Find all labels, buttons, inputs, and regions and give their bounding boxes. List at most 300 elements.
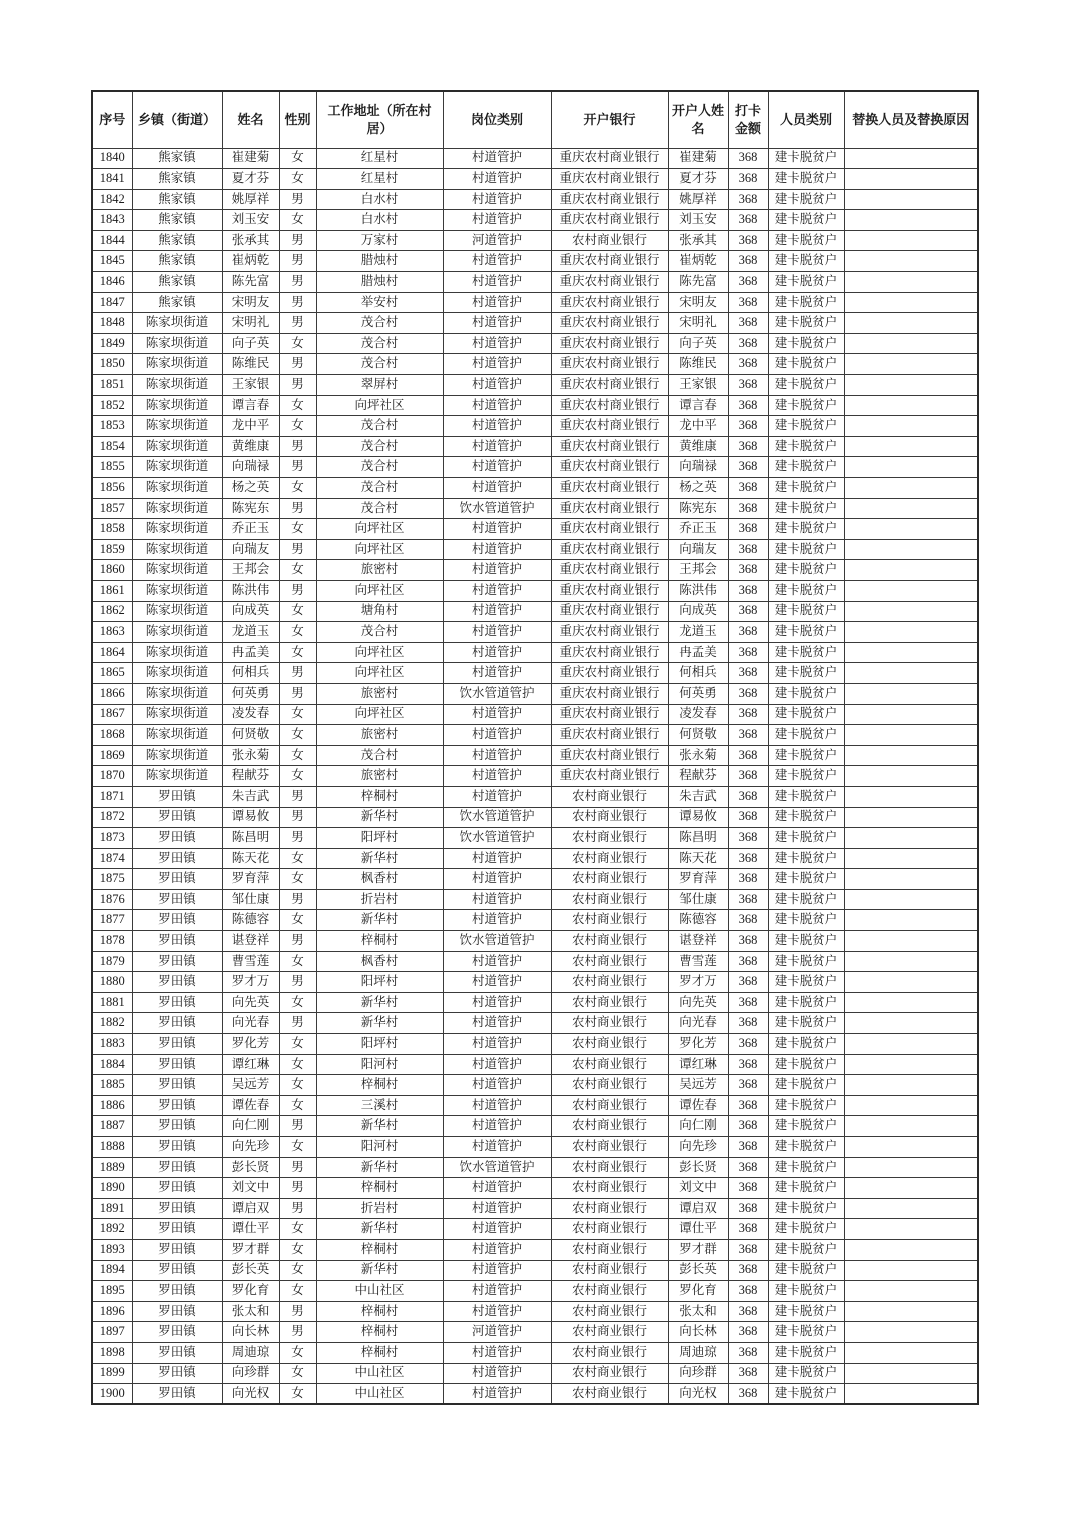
cell-account-holder-name: 朱吉武 [668, 786, 728, 807]
cell-replacement-reason [844, 807, 978, 828]
cell-account-holder-name: 何贤敬 [668, 725, 728, 746]
cell-person-type: 建卡脱贫户 [768, 766, 844, 787]
cell-account-holder-name: 乔正玉 [668, 519, 728, 540]
cell-name: 乔正玉 [222, 519, 279, 540]
cell-seq: 1889 [92, 1157, 132, 1178]
cell-work-address: 旅密村 [316, 766, 443, 787]
cell-amount: 368 [728, 148, 768, 169]
cell-bank: 农村商业银行 [551, 1054, 668, 1075]
cell-account-holder-name: 陈维民 [668, 354, 728, 375]
cell-seq: 1867 [92, 704, 132, 725]
cell-amount: 368 [728, 478, 768, 499]
cell-township: 罗田镇 [132, 1322, 222, 1343]
cell-name: 谭红琳 [222, 1054, 279, 1075]
cell-name: 崔炳乾 [222, 251, 279, 272]
cell-gender: 女 [279, 1075, 316, 1096]
table-row [92, 375, 978, 396]
cell-township: 陈家坝街道 [132, 704, 222, 725]
cell-township: 罗田镇 [132, 1116, 222, 1137]
cell-bank: 重庆农村商业银行 [551, 210, 668, 231]
cell-gender: 男 [279, 1116, 316, 1137]
table-row [92, 1116, 978, 1137]
cell-bank: 重庆农村商业银行 [551, 148, 668, 169]
cell-work-address: 折岩村 [316, 1198, 443, 1219]
cell-amount: 368 [728, 230, 768, 251]
cell-replacement-reason [844, 704, 978, 725]
cell-amount: 368 [728, 1384, 768, 1405]
cell-work-address: 向坪社区 [316, 395, 443, 416]
cell-bank: 农村商业银行 [551, 1198, 668, 1219]
cell-person-type: 建卡脱贫户 [768, 333, 844, 354]
cell-amount: 368 [728, 1095, 768, 1116]
cell-name: 龙道玉 [222, 622, 279, 643]
cell-gender: 女 [279, 1034, 316, 1055]
cell-account-holder-name: 邹仕康 [668, 889, 728, 910]
cell-gender: 女 [279, 725, 316, 746]
cell-work-address: 茂合村 [316, 436, 443, 457]
cell-replacement-reason [844, 169, 978, 190]
cell-person-type: 建卡脱贫户 [768, 416, 844, 437]
cell-person-type: 建卡脱贫户 [768, 148, 844, 169]
cell-replacement-reason [844, 148, 978, 169]
cell-name: 曹雪莲 [222, 951, 279, 972]
cell-gender: 女 [279, 992, 316, 1013]
cell-bank: 农村商业银行 [551, 1095, 668, 1116]
cell-account-holder-name: 王家银 [668, 375, 728, 396]
cell-position-type: 村道管护 [443, 1137, 551, 1158]
cell-amount: 368 [728, 436, 768, 457]
cell-person-type: 建卡脱贫户 [768, 292, 844, 313]
cell-name: 罗化育 [222, 1281, 279, 1302]
cell-name: 何英勇 [222, 683, 279, 704]
cell-gender: 女 [279, 1342, 316, 1363]
cell-township: 陈家坝街道 [132, 498, 222, 519]
cell-amount: 368 [728, 1137, 768, 1158]
cell-person-type: 建卡脱贫户 [768, 786, 844, 807]
cell-position-type: 村道管护 [443, 560, 551, 581]
cell-replacement-reason [844, 375, 978, 396]
table-row [92, 1075, 978, 1096]
cell-account-holder-name: 夏才芬 [668, 169, 728, 190]
cell-person-type: 建卡脱贫户 [768, 1363, 844, 1384]
cell-township: 罗田镇 [132, 1363, 222, 1384]
cell-position-type: 村道管护 [443, 210, 551, 231]
cell-replacement-reason [844, 725, 978, 746]
cell-replacement-reason [844, 828, 978, 849]
cell-seq: 1859 [92, 539, 132, 560]
cell-gender: 男 [279, 230, 316, 251]
cell-position-type: 村道管护 [443, 251, 551, 272]
cell-amount: 368 [728, 889, 768, 910]
cell-amount: 368 [728, 292, 768, 313]
cell-amount: 368 [728, 498, 768, 519]
table-row [92, 992, 978, 1013]
cell-amount: 368 [728, 416, 768, 437]
cell-township: 陈家坝街道 [132, 313, 222, 334]
cell-work-address: 向坪社区 [316, 580, 443, 601]
cell-seq: 1894 [92, 1260, 132, 1281]
cell-seq: 1898 [92, 1342, 132, 1363]
cell-name: 陈德容 [222, 910, 279, 931]
table-row [92, 1260, 978, 1281]
table-row [92, 354, 978, 375]
cell-amount: 368 [728, 1342, 768, 1363]
cell-bank: 重庆农村商业银行 [551, 395, 668, 416]
header-gender: 性别 [279, 91, 316, 148]
cell-bank: 农村商业银行 [551, 910, 668, 931]
cell-work-address: 新华村 [316, 807, 443, 828]
table-row [92, 622, 978, 643]
cell-amount: 368 [728, 786, 768, 807]
header-account-holder-name: 开户人姓名 [668, 91, 728, 148]
cell-bank: 重庆农村商业银行 [551, 457, 668, 478]
cell-replacement-reason [844, 1260, 978, 1281]
cell-seq: 1855 [92, 457, 132, 478]
cell-work-address: 向坪社区 [316, 642, 443, 663]
cell-replacement-reason [844, 519, 978, 540]
cell-township: 陈家坝街道 [132, 766, 222, 787]
cell-amount: 368 [728, 1178, 768, 1199]
cell-replacement-reason [844, 292, 978, 313]
cell-work-address: 新华村 [316, 848, 443, 869]
cell-bank: 农村商业银行 [551, 807, 668, 828]
cell-account-holder-name: 向子英 [668, 333, 728, 354]
cell-seq: 1884 [92, 1054, 132, 1075]
cell-seq: 1881 [92, 992, 132, 1013]
cell-township: 熊家镇 [132, 292, 222, 313]
cell-amount: 368 [728, 169, 768, 190]
cell-gender: 男 [279, 1013, 316, 1034]
cell-position-type: 村道管护 [443, 1301, 551, 1322]
cell-township: 罗田镇 [132, 848, 222, 869]
table-row [92, 1034, 978, 1055]
cell-person-type: 建卡脱贫户 [768, 313, 844, 334]
cell-replacement-reason [844, 580, 978, 601]
cell-name: 陈昌明 [222, 828, 279, 849]
cell-name: 谭仕平 [222, 1219, 279, 1240]
cell-work-address: 梓桐村 [316, 1342, 443, 1363]
cell-township: 罗田镇 [132, 951, 222, 972]
cell-work-address: 梓桐村 [316, 786, 443, 807]
cell-bank: 重庆农村商业银行 [551, 436, 668, 457]
cell-amount: 368 [728, 848, 768, 869]
cell-position-type: 村道管护 [443, 457, 551, 478]
table-row [92, 642, 978, 663]
cell-township: 罗田镇 [132, 1013, 222, 1034]
cell-bank: 重庆农村商业银行 [551, 333, 668, 354]
cell-gender: 女 [279, 745, 316, 766]
cell-position-type: 村道管护 [443, 725, 551, 746]
cell-gender: 男 [279, 828, 316, 849]
cell-account-holder-name: 向成英 [668, 601, 728, 622]
cell-work-address: 阳坪村 [316, 828, 443, 849]
cell-seq: 1873 [92, 828, 132, 849]
cell-person-type: 建卡脱贫户 [768, 704, 844, 725]
cell-bank: 重庆农村商业银行 [551, 539, 668, 560]
header-work-address: 工作地址（所在村居） [316, 91, 443, 148]
cell-bank: 重庆农村商业银行 [551, 498, 668, 519]
cell-replacement-reason [844, 1157, 978, 1178]
cell-person-type: 建卡脱贫户 [768, 931, 844, 952]
cell-bank: 农村商业银行 [551, 992, 668, 1013]
cell-amount: 368 [728, 1116, 768, 1137]
cell-account-holder-name: 王邦会 [668, 560, 728, 581]
cell-account-holder-name: 何英勇 [668, 683, 728, 704]
cell-gender: 男 [279, 683, 316, 704]
cell-position-type: 村道管护 [443, 869, 551, 890]
cell-account-holder-name: 张承其 [668, 230, 728, 251]
cell-township: 陈家坝街道 [132, 642, 222, 663]
cell-person-type: 建卡脱贫户 [768, 889, 844, 910]
cell-person-type: 建卡脱贫户 [768, 1034, 844, 1055]
cell-work-address: 茂合村 [316, 457, 443, 478]
table-row [92, 1157, 978, 1178]
cell-bank: 农村商业银行 [551, 1281, 668, 1302]
cell-position-type: 村道管护 [443, 416, 551, 437]
cell-township: 罗田镇 [132, 1342, 222, 1363]
cell-person-type: 建卡脱贫户 [768, 1198, 844, 1219]
cell-account-holder-name: 刘玉安 [668, 210, 728, 231]
cell-amount: 368 [728, 1322, 768, 1343]
table-row [92, 704, 978, 725]
cell-seq: 1880 [92, 972, 132, 993]
cell-township: 陈家坝街道 [132, 683, 222, 704]
cell-bank: 农村商业银行 [551, 1034, 668, 1055]
cell-account-holder-name: 谭言春 [668, 395, 728, 416]
table-row [92, 1363, 978, 1384]
cell-bank: 农村商业银行 [551, 951, 668, 972]
cell-seq: 1850 [92, 354, 132, 375]
cell-gender: 女 [279, 560, 316, 581]
table-row [92, 683, 978, 704]
cell-name: 杨之英 [222, 478, 279, 499]
cell-bank: 重庆农村商业银行 [551, 622, 668, 643]
cell-bank: 农村商业银行 [551, 1322, 668, 1343]
cell-amount: 368 [728, 457, 768, 478]
cell-township: 熊家镇 [132, 169, 222, 190]
cell-position-type: 饮水管道管护 [443, 1157, 551, 1178]
cell-position-type: 村道管护 [443, 992, 551, 1013]
cell-replacement-reason [844, 333, 978, 354]
cell-seq: 1878 [92, 931, 132, 952]
cell-seq: 1846 [92, 272, 132, 293]
cell-work-address: 茂合村 [316, 313, 443, 334]
cell-person-type: 建卡脱贫户 [768, 745, 844, 766]
table-row [92, 910, 978, 931]
cell-seq: 1893 [92, 1239, 132, 1260]
cell-name: 龙中平 [222, 416, 279, 437]
cell-work-address: 腊烛村 [316, 272, 443, 293]
cell-person-type: 建卡脱贫户 [768, 642, 844, 663]
cell-position-type: 村道管护 [443, 622, 551, 643]
cell-gender: 男 [279, 580, 316, 601]
cell-person-type: 建卡脱贫户 [768, 1013, 844, 1034]
cell-replacement-reason [844, 498, 978, 519]
cell-account-holder-name: 罗化育 [668, 1281, 728, 1302]
cell-position-type: 村道管护 [443, 169, 551, 190]
cell-gender: 男 [279, 931, 316, 952]
cell-seq: 1877 [92, 910, 132, 931]
cell-account-holder-name: 向仁刚 [668, 1116, 728, 1137]
cell-bank: 农村商业银行 [551, 1342, 668, 1363]
cell-person-type: 建卡脱贫户 [768, 1095, 844, 1116]
cell-amount: 368 [728, 539, 768, 560]
cell-gender: 女 [279, 1260, 316, 1281]
cell-position-type: 饮水管道管护 [443, 807, 551, 828]
cell-seq: 1875 [92, 869, 132, 890]
cell-work-address: 梓桐村 [316, 931, 443, 952]
cell-account-holder-name: 陈先富 [668, 272, 728, 293]
cell-seq: 1876 [92, 889, 132, 910]
table-row [92, 539, 978, 560]
cell-gender: 女 [279, 1219, 316, 1240]
cell-person-type: 建卡脱贫户 [768, 580, 844, 601]
cell-amount: 368 [728, 1157, 768, 1178]
cell-work-address: 中山社区 [316, 1363, 443, 1384]
header-row [92, 91, 978, 148]
cell-bank: 农村商业银行 [551, 972, 668, 993]
cell-township: 罗田镇 [132, 1157, 222, 1178]
cell-name: 张永菊 [222, 745, 279, 766]
cell-work-address: 茂合村 [316, 498, 443, 519]
cell-work-address: 新华村 [316, 1260, 443, 1281]
cell-work-address: 茂合村 [316, 478, 443, 499]
header-replacement-reason: 替换人员及替换原因 [844, 91, 978, 148]
cell-person-type: 建卡脱贫户 [768, 1260, 844, 1281]
cell-position-type: 村道管护 [443, 1281, 551, 1302]
cell-name: 周迪琼 [222, 1342, 279, 1363]
cell-account-holder-name: 向先英 [668, 992, 728, 1013]
cell-bank: 农村商业银行 [551, 869, 668, 890]
table-row [92, 1095, 978, 1116]
cell-person-type: 建卡脱贫户 [768, 457, 844, 478]
cell-name: 谌登祥 [222, 931, 279, 952]
table-row [92, 189, 978, 210]
cell-account-holder-name: 陈昌明 [668, 828, 728, 849]
cell-amount: 368 [728, 333, 768, 354]
cell-position-type: 村道管护 [443, 1198, 551, 1219]
cell-amount: 368 [728, 580, 768, 601]
cell-name: 罗育萍 [222, 869, 279, 890]
cell-township: 罗田镇 [132, 931, 222, 952]
cell-township: 罗田镇 [132, 1281, 222, 1302]
cell-seq: 1882 [92, 1013, 132, 1034]
cell-township: 罗田镇 [132, 1095, 222, 1116]
cell-gender: 女 [279, 869, 316, 890]
cell-bank: 重庆农村商业银行 [551, 766, 668, 787]
cell-gender: 女 [279, 148, 316, 169]
table-body [92, 148, 978, 1404]
cell-bank: 农村商业银行 [551, 1384, 668, 1405]
cell-gender: 女 [279, 1095, 316, 1116]
cell-account-holder-name: 向光春 [668, 1013, 728, 1034]
cell-bank: 重庆农村商业银行 [551, 478, 668, 499]
cell-position-type: 村道管护 [443, 786, 551, 807]
cell-person-type: 建卡脱贫户 [768, 1301, 844, 1322]
cell-position-type: 村道管护 [443, 519, 551, 540]
cell-replacement-reason [844, 230, 978, 251]
cell-seq: 1890 [92, 1178, 132, 1199]
cell-seq: 1869 [92, 745, 132, 766]
cell-gender: 女 [279, 642, 316, 663]
cell-work-address: 向坪社区 [316, 519, 443, 540]
cell-township: 陈家坝街道 [132, 375, 222, 396]
cell-gender: 男 [279, 251, 316, 272]
cell-name: 罗才群 [222, 1239, 279, 1260]
cell-position-type: 村道管护 [443, 951, 551, 972]
cell-person-type: 建卡脱贫户 [768, 272, 844, 293]
table-row [92, 828, 978, 849]
cell-work-address: 阳河村 [316, 1054, 443, 1075]
table-row [92, 560, 978, 581]
table-row [92, 1219, 978, 1240]
cell-name: 王家银 [222, 375, 279, 396]
cell-seq: 1871 [92, 786, 132, 807]
table-row [92, 292, 978, 313]
cell-account-holder-name: 刘文中 [668, 1178, 728, 1199]
cell-position-type: 河道管护 [443, 1322, 551, 1343]
cell-position-type: 村道管护 [443, 375, 551, 396]
cell-seq: 1886 [92, 1095, 132, 1116]
cell-amount: 368 [728, 725, 768, 746]
cell-position-type: 村道管护 [443, 436, 551, 457]
cell-township: 罗田镇 [132, 786, 222, 807]
cell-bank: 重庆农村商业银行 [551, 519, 668, 540]
cell-name: 宋明礼 [222, 313, 279, 334]
cell-name: 谭言春 [222, 395, 279, 416]
cell-replacement-reason [844, 436, 978, 457]
header-name: 姓名 [222, 91, 279, 148]
cell-gender: 男 [279, 1301, 316, 1322]
cell-work-address: 举安村 [316, 292, 443, 313]
cell-township: 陈家坝街道 [132, 354, 222, 375]
cell-amount: 368 [728, 601, 768, 622]
cell-amount: 368 [728, 622, 768, 643]
cell-seq: 1860 [92, 560, 132, 581]
table-row [92, 786, 978, 807]
cell-work-address: 新华村 [316, 1219, 443, 1240]
cell-account-holder-name: 陈德容 [668, 910, 728, 931]
cell-township: 陈家坝街道 [132, 519, 222, 540]
cell-seq: 1863 [92, 622, 132, 643]
cell-account-holder-name: 罗育萍 [668, 869, 728, 890]
cell-account-holder-name: 向瑞禄 [668, 457, 728, 478]
cell-account-holder-name: 谭佐春 [668, 1095, 728, 1116]
cell-gender: 女 [279, 1137, 316, 1158]
cell-bank: 重庆农村商业银行 [551, 601, 668, 622]
cell-gender: 男 [279, 1322, 316, 1343]
cell-work-address: 旅密村 [316, 560, 443, 581]
cell-work-address: 向坪社区 [316, 663, 443, 684]
cell-replacement-reason [844, 931, 978, 952]
cell-bank: 重庆农村商业银行 [551, 292, 668, 313]
cell-replacement-reason [844, 683, 978, 704]
table-row [92, 272, 978, 293]
cell-amount: 368 [728, 375, 768, 396]
cell-position-type: 村道管护 [443, 333, 551, 354]
cell-account-holder-name: 曹雪莲 [668, 951, 728, 972]
cell-bank: 农村商业银行 [551, 786, 668, 807]
cell-seq: 1848 [92, 313, 132, 334]
cell-seq: 1866 [92, 683, 132, 704]
table-row [92, 498, 978, 519]
cell-seq: 1851 [92, 375, 132, 396]
cell-replacement-reason [844, 395, 978, 416]
cell-account-holder-name: 向光权 [668, 1384, 728, 1405]
cell-bank: 重庆农村商业银行 [551, 354, 668, 375]
cell-position-type: 村道管护 [443, 313, 551, 334]
cell-replacement-reason [844, 601, 978, 622]
